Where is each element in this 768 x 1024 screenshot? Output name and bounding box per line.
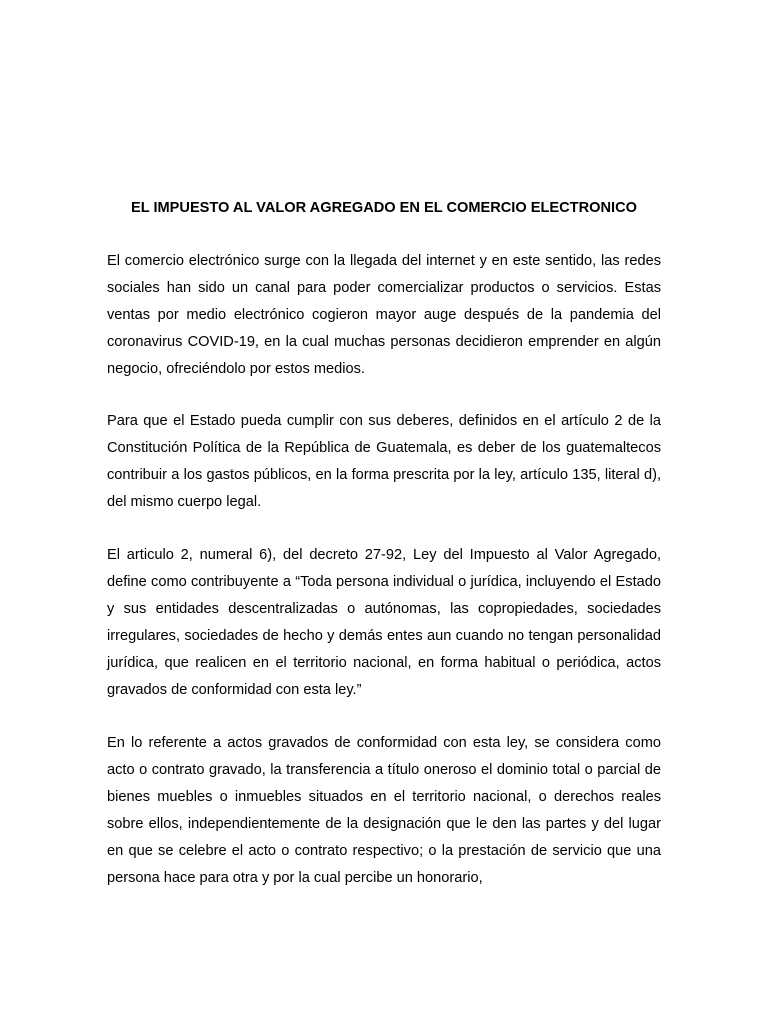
paragraph-1: El comercio electrónico surge con la llegada del internet y en este sentido, las redes sociales han sido un canal para poder comercializar productos o servicios. Estas ventas por medio electrónico cogieron mayor auge después de la pandemia del coronavirus COVID-19, en la cual muchas personas decidieron emprender en algún negocio, ofreciéndolo por estos medios. <box>107 253 661 377</box>
paragraph-3: El articulo 2, numeral 6), del decreto 27-92, Ley del Impuesto al Valor Agregado, define como contribuyente a “Toda persona individual o jurídica, incluyendo el Estado y sus entidades descentralizadas o autónomas, las copropiedades, sociedades irregulares, sociedades de hecho y demás entes aun cuando no tengan personalidad jurídica, que realicen en el territorio nacional, en forma habitual o periódica, actos gravados de conformidad con esta ley.” <box>107 547 661 698</box>
paragraph-4: En lo referente a actos gravados de conformidad con esta ley, se considera como acto o contrato gravado, la transferencia a título oneroso el dominio total o parcial de bienes muebles o inmuebles situados en el territorio nacional, o derechos reales sobre ellos, independientemente de la designación que le den las partes y del lugar en que se celebre el acto o contrato respectivo; o la prestación de servicio que una persona hace para otra y por la cual percibe un honorario, <box>107 735 661 886</box>
paragraph-2: Para que el Estado pueda cumplir con sus deberes, definidos en el artículo 2 de la Constitución Política de la República de Guatemala, es deber de los guatemaltecos contribuir a los gastos públicos, en la forma prescrita por la ley, artículo 135, literal d), del mismo cuerpo legal. <box>107 413 661 510</box>
document-title: EL IMPUESTO AL VALOR AGREGADO EN EL COMERCIO ELECTRONICO <box>131 200 637 216</box>
